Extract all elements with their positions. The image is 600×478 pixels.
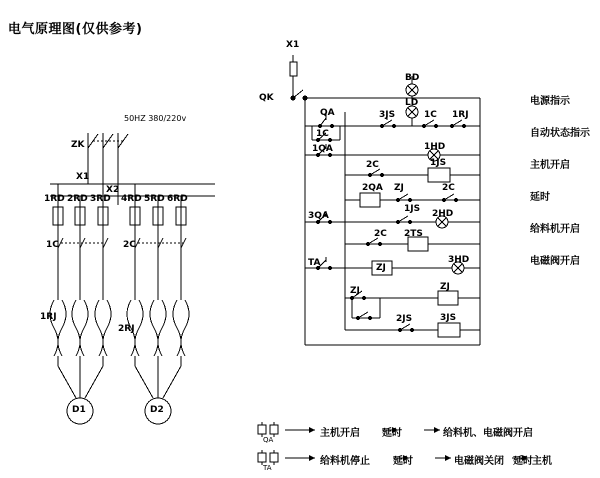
contact-2rj-label: 2C [442,183,455,193]
coil-zj-row4-label: ZJ [376,263,386,273]
coil-1c-label: 1C [424,110,437,120]
switch-qk-label: QK [259,93,274,103]
contact-3js-label: 3JS [379,110,396,120]
contact-2js-label: 2JS [396,314,413,324]
lamp-bd-label: BD [405,73,420,83]
coil-zj-row5-label: ZJ [440,282,450,292]
relay-2rj-label: 2RJ [118,324,135,334]
contact-3qa-label: TA [308,258,321,268]
sequence-qa-step-3: 给料机、电磁阀开启 [443,428,533,439]
coil-1js-label: 1JS [430,158,447,168]
fuse-3rd-label: 3RD [90,194,111,204]
fuse-4rd-label: 4RD [121,194,142,204]
page-title: 电气原理图(仅供参考) [8,22,143,37]
legend-main-start: 主机开启 [530,160,570,171]
contact-1rj-label: 1RJ [452,110,469,120]
legend-delay: 延时 [530,192,550,203]
contact-2qa-label: 3QA [308,211,329,221]
fuse-5rd-label: 5RD [144,194,165,204]
sequence-ta-step-4: 延时 [513,456,533,467]
contact-2c-row4-label: 2C [374,229,387,239]
sequence-qa-step-2: 延时 [382,428,402,439]
motor-d2-label: D2 [150,405,164,415]
contactor-2c-label: 2C [123,240,136,250]
lamp-2hd-label: 2HD [432,209,454,219]
sequence-symbol-qa: QA [263,436,274,444]
supply-label: 50HZ 380/220v [124,114,187,123]
lamp-1hd-label: 1HD [424,142,446,152]
contact-2c-row3-label: 1JS [404,204,421,214]
sequence-ta-step-3: 电磁阀关闭 [454,456,504,467]
sequence-ta-step-5: 主机 [532,456,552,467]
sequence-ta-step-2: 延时 [393,456,413,467]
legend-valve-start: 电磁阀开启 [530,256,580,267]
relay-1rj-label: 1RJ [40,312,57,322]
sequence-qa-step-1: 主机开启 [320,428,360,439]
legend-feeder-start: 给料机开启 [530,224,580,235]
sequence-ta-step-1: 给料机停止 [320,456,370,467]
legend-auto-status: 自动状态指示 [530,128,590,139]
coil-3js-label: 3JS [440,313,457,323]
contact-2c-row2-label: 2C [366,160,379,170]
contactor-1c-label: 1C [46,240,59,250]
fuse-1rd-label: 1RD [44,194,65,204]
contact-1c-hold-label: 1C [316,129,329,139]
coil-zj-row3-label: 2QA [362,183,383,193]
bus-x1-label: X1 [76,172,90,182]
sequence-symbol-ta: TA [263,464,272,472]
terminal-x1-label: X1 [286,40,300,50]
bus-x2-label: X2 [106,185,120,195]
coil-2ts-label: 2TS [404,229,423,239]
fuse-2rd-label: 2RD [67,194,88,204]
contact-qa-label: QA [320,108,335,118]
contact-ta-label: ZJ [350,286,360,296]
switch-zk-label: ZK [71,140,85,150]
contact-1qa-label: 1QA [312,144,333,154]
motor-d1-label: D1 [72,405,86,415]
lamp-3hd-label: 3HD [448,255,470,265]
legend-power-indicator: 电源指示 [530,96,570,107]
lamp-ld-label: LD [405,98,419,108]
contact-1js-label: ZJ [394,183,404,193]
fuse-6rd-label: 6RD [167,194,188,204]
